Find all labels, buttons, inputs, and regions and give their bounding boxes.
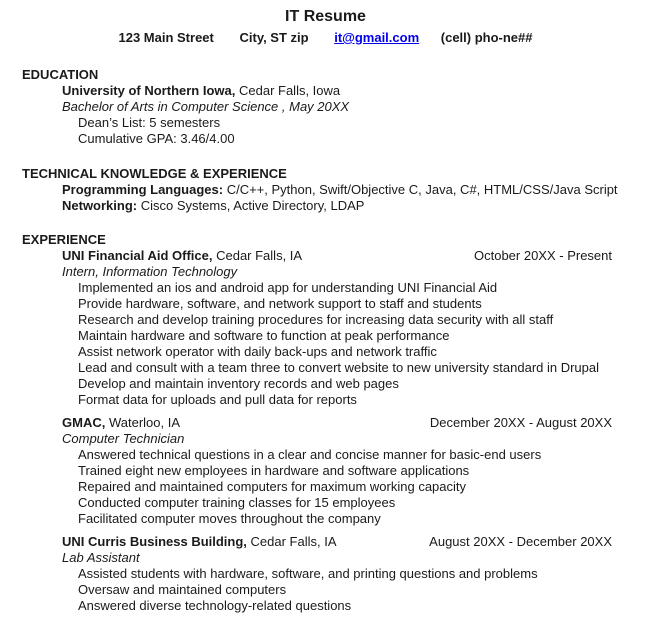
job-bullet: Assist network operator with daily back-ups and network traffic bbox=[78, 344, 437, 359]
employer-line bbox=[22, 415, 180, 431]
skill-value: Cisco Systems, Active Directory, LDAP bbox=[137, 198, 365, 213]
skill-label: Programming Languages: bbox=[62, 182, 224, 197]
section-heading-technical: TECHNICAL KNOWLEDGE & EXPERIENCE bbox=[22, 166, 287, 181]
employer-location: Cedar Falls, IA bbox=[246, 534, 337, 549]
education-section bbox=[22, 67, 612, 147]
job-title: Computer Technician bbox=[62, 431, 185, 446]
job-bullet: Oversaw and maintained computers bbox=[78, 582, 287, 597]
job-bullet: Answered diverse technology-related questions bbox=[78, 598, 352, 613]
school-name: University of Northern Iowa, bbox=[62, 83, 236, 98]
job-header bbox=[22, 415, 612, 431]
job-entry bbox=[22, 248, 612, 408]
employer-name: UNI Financial Aid Office, bbox=[62, 248, 213, 263]
job-bullet: Assisted students with hardware, software, and printing questions and problems bbox=[78, 566, 538, 581]
job-bullet: Facilitated computer moves throughout the company bbox=[78, 511, 381, 526]
employer-line bbox=[22, 534, 337, 550]
skill-line bbox=[22, 182, 618, 198]
job-bullet: Develop and maintain inventory records and web pages bbox=[78, 376, 399, 391]
document-header bbox=[0, 8, 651, 46]
job-entry bbox=[22, 534, 612, 614]
school-location: Cedar Falls, Iowa bbox=[235, 83, 341, 98]
skill-label: Networking: bbox=[62, 198, 138, 213]
email-link[interactable]: it@gmail.com bbox=[334, 30, 420, 45]
job-bullet: Provide hardware, software, and network support to staff and students bbox=[78, 296, 482, 311]
skill-value: C/C++, Python, Swift/Objective C, Java, C#, HTML/CSS/Java Script bbox=[223, 182, 618, 197]
employer-name: UNI Curris Business Building, bbox=[62, 534, 247, 549]
job-dates: December 20XX - August 20XX bbox=[429, 415, 612, 430]
city-state-zip: City, ST zip bbox=[239, 30, 309, 45]
education-detail: Dean’s List: 5 semesters bbox=[78, 115, 221, 130]
employer-name: GMAC, bbox=[62, 415, 106, 430]
page-title: IT Resume bbox=[285, 8, 366, 25]
contact-line bbox=[0, 30, 651, 46]
school-line bbox=[22, 83, 612, 99]
employer-location: Waterloo, IA bbox=[105, 415, 180, 430]
section-heading-experience: EXPERIENCE bbox=[22, 232, 106, 247]
employer-location: Cedar Falls, IA bbox=[212, 248, 303, 263]
job-bullet: Research and develop training procedures for increasing data security with all staff bbox=[78, 312, 554, 327]
job-entry bbox=[22, 415, 612, 527]
job-bullet: Answered technical questions in a clear and concise manner for basic-end users bbox=[78, 447, 542, 462]
education-detail: Cumulative GPA: 3.46/4.00 bbox=[78, 131, 235, 146]
job-bullet: Lead and consult with a team three to convert website to new university standard in Drupal bbox=[78, 360, 600, 375]
section-heading-education: EDUCATION bbox=[22, 67, 99, 82]
job-dates: August 20XX - December 20XX bbox=[429, 534, 612, 549]
job-header bbox=[22, 248, 612, 264]
job-bullet: Trained eight new employees in hardware and software applications bbox=[78, 463, 470, 478]
skill-line bbox=[22, 198, 612, 214]
job-bullet: Repaired and maintained computers for maximum working capacity bbox=[78, 479, 467, 494]
experience-section bbox=[22, 232, 612, 614]
phone-number: (cell) pho-ne## bbox=[440, 30, 533, 45]
street-address: 123 Main Street bbox=[118, 30, 214, 45]
job-bullet: Format data for uploads and pull data for reports bbox=[78, 392, 357, 407]
job-bullet: Conducted computer training classes for 15 employees bbox=[78, 495, 396, 510]
degree-line: Bachelor of Arts in Computer Science , May 20XX bbox=[62, 99, 350, 114]
technical-knowledge-section bbox=[22, 166, 618, 214]
job-bullet: Maintain hardware and software to function at peak performance bbox=[78, 328, 450, 343]
job-dates: October 20XX - Present bbox=[473, 248, 612, 263]
job-title: Intern, Information Technology bbox=[62, 264, 238, 279]
job-bullet: Implemented an ios and android app for understanding UNI Financial Aid bbox=[78, 280, 498, 295]
employer-line bbox=[22, 248, 302, 264]
job-title: Lab Assistant bbox=[62, 550, 140, 565]
job-header bbox=[22, 534, 612, 550]
